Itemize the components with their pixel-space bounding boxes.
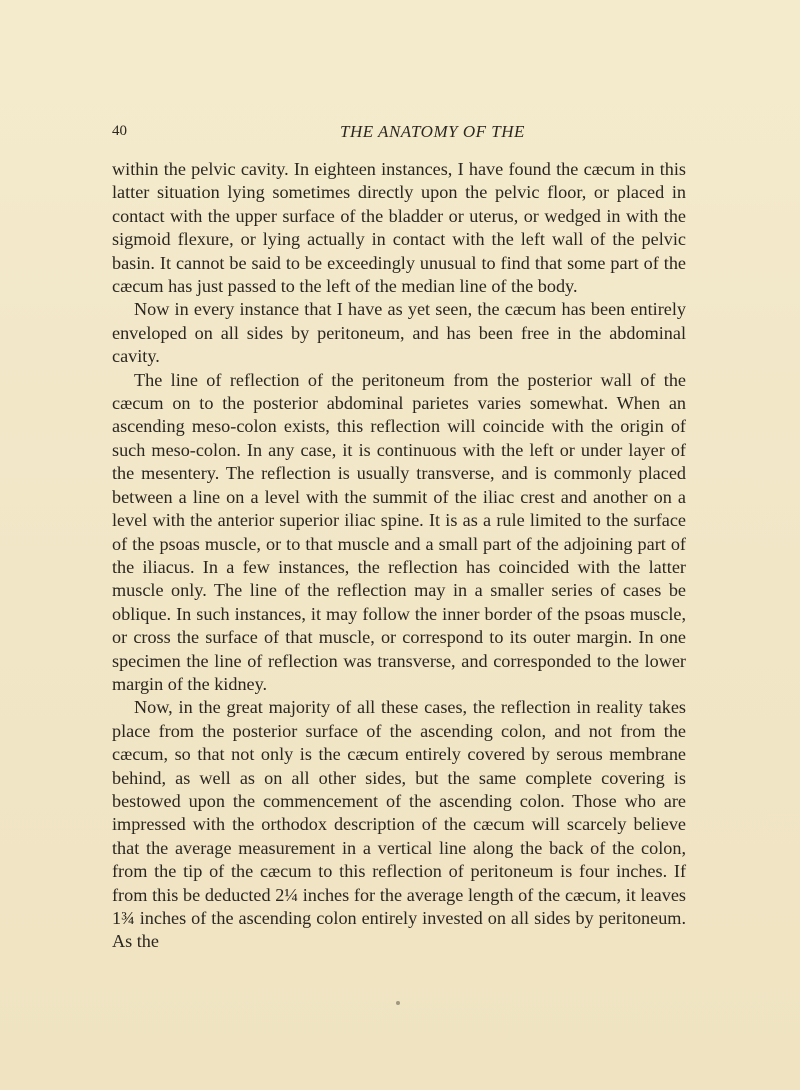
page-number: 40 — [112, 123, 127, 139]
paragraph-1: within the pelvic cavity. In eighteen instances, I have found the cæcum in this latter situation lying sometimes directly upon the pelvic floor, or placed in contact with the upper surface of the bladder or uterus, or wedged in with the sigmoid flexure, or lying actually in contact with the left wall of the pelvic basin. It cannot be said to be exceedingly unusual to find that some part of the cæcum has just passed to the left of the median line of the body. — [112, 159, 686, 297]
page-header — [0, 123, 800, 147]
running-title: THE ANATOMY OF THE — [340, 122, 525, 141]
printing-mark-dot — [396, 1001, 400, 1005]
paragraph-4: Now, in the great majority of all these cases, the reflection in reality takes place from the posterior surface of the ascending colon, and not from the cæcum, so that not only is the cæcum entirely covered by serous membrane behind, as well as on all other sides, but the same complete covering is bestowed upon the commencement of the ascending colon. Those who are impressed with the orthodox description of the cæcum will scarcely believe that the average measurement in a vertical line along the back of the colon, from the tip of the cæcum to this reflection of peritoneum is four inches. If from this be deducted 2¼ inches for the average length of the cæcum, it leaves 1¾ inches of the ascending colon entirely invested on all sides by peritoneum. As the — [112, 697, 686, 952]
paragraph-3: The line of reflection of the peritoneum from the posterior wall of the cæcum on to the posterior abdominal parietes varies somewhat. When an ascending meso-colon exists, this reflection will coincide with the origin of such meso-colon. In any case, it is continuous with the left or under layer of the mesentery. The reflection is usually transverse, and is commonly placed between a line on a level with the summit of the iliac crest and another on a level with the anterior superior iliac spine. It is as a rule limited to the surface of the psoas muscle, or to that muscle and a small part of the adjoining part of the iliacus. In a few instances, the reflection has coincided with the latter muscle only. The line of the reflection may in a smaller series of cases be oblique. In such instances, it may follow the inner border of the psoas muscle, or cross the surface of that muscle, or correspond to its outer margin. In one specimen the line of reflection was transverse, and corresponded to the lower margin of the kidney. — [112, 369, 686, 694]
body-text — [112, 158, 686, 954]
paragraph-2: Now in every instance that I have as yet seen, the cæcum has been entirely enveloped on all sides by peritoneum, and has been free in the abdominal cavity. — [112, 299, 686, 367]
